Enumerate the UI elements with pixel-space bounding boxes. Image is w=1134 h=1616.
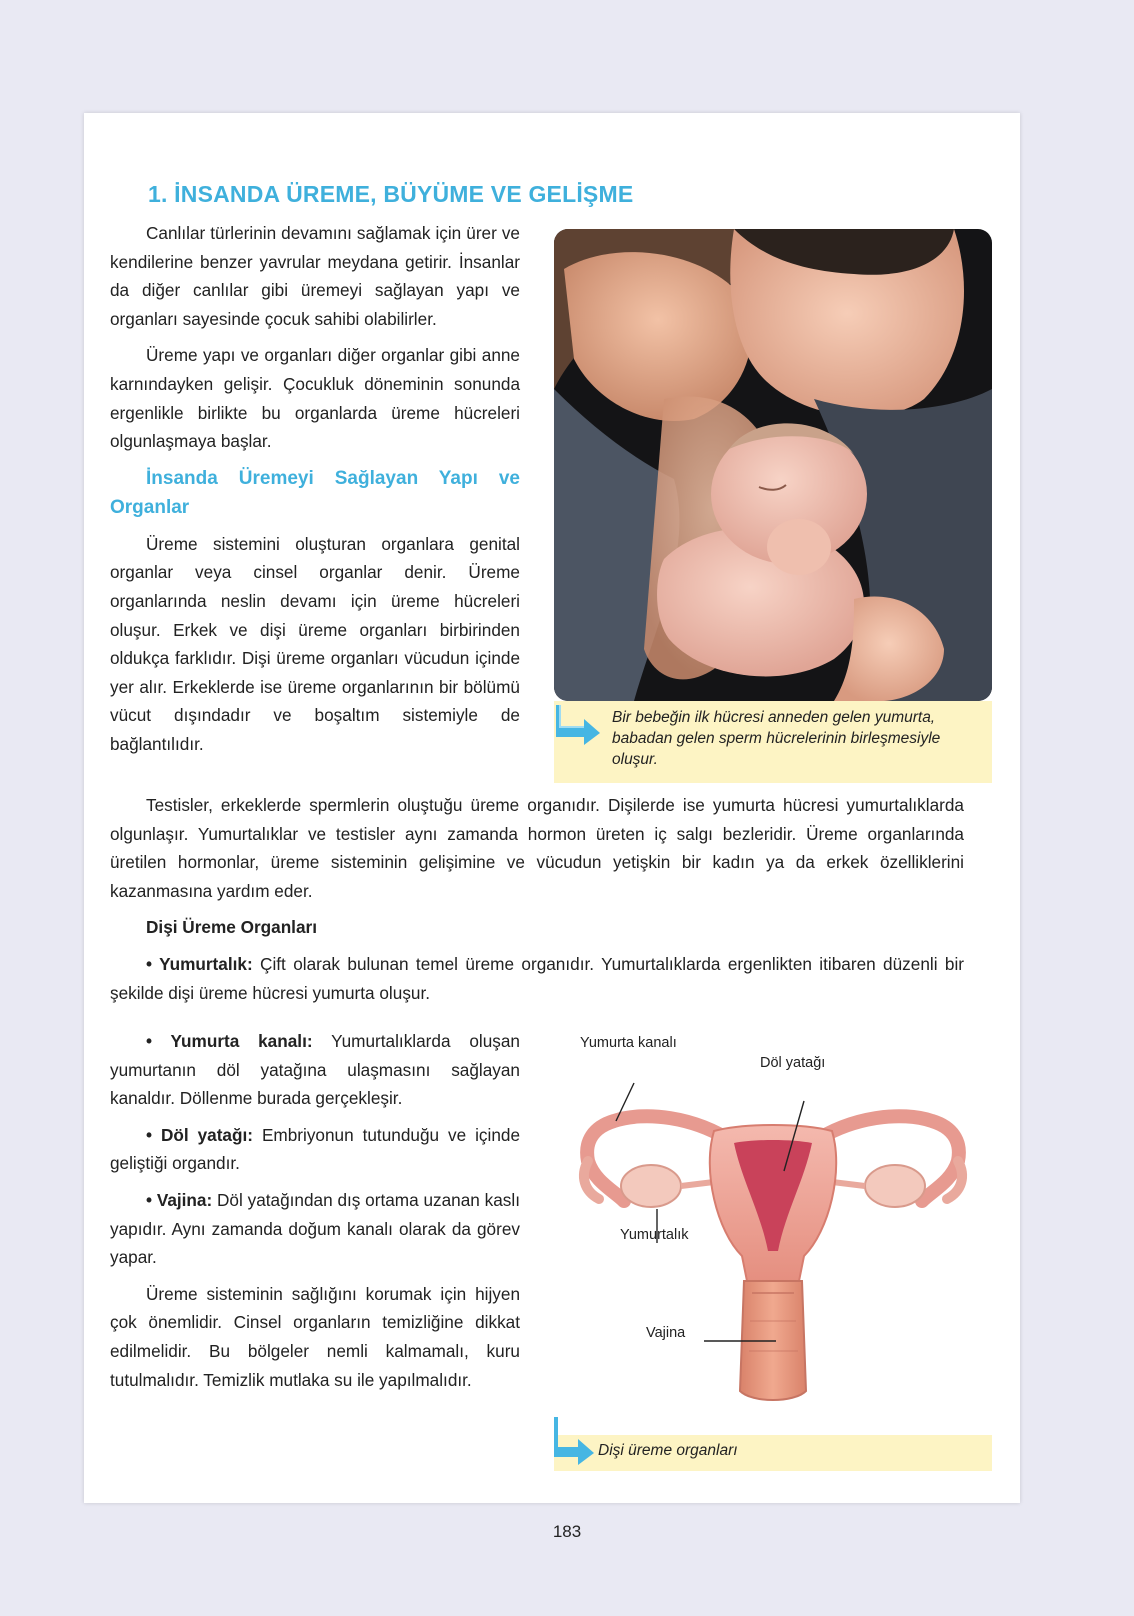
section-heading: İnsanda Üremeyi Sağlayan Yapı ve Organlar — [110, 467, 520, 518]
vagina-paragraph — [110, 1186, 520, 1272]
ovary-paragraph — [110, 950, 964, 1007]
vagina-text: Döl yatağından dış ortama uzanan kaslı yapıdır. Aynı zamanda doğum kanalı olarak da görev yapar. — [110, 1189, 520, 1268]
label-uterus: Döl yatağı — [760, 1055, 826, 1071]
uterus-term: • Döl yatağı: — [146, 1124, 253, 1145]
page-number: 183 — [552, 1522, 582, 1541]
caption-arrow-icon — [556, 705, 606, 745]
ovary-text: Çift olarak bulunan temel üreme organıdır. Yumurtalıklarda ergenlikten itibaren düzenli bir şekilde dişi üreme hücresi yumurta oluşur. — [110, 953, 964, 1003]
tube-term: • Yumurta kanalı: — [146, 1031, 313, 1051]
diagram-caption-box — [554, 1435, 992, 1471]
section-paragraph-1: Üreme sistemini oluşturan organlara genital organlar veya cinsel organlar denir. Üreme organlarında neslin devamı için üreme hücreleri oluşur. Erkek ve dişi üreme organları birbirinden oldukça farklıdır. Dişi üreme organları vücudun içinde yer alır. Erkeklerde ise üreme organlarının bir bölümü vücut dışındadır ve boşaltım sistemiyle de bağlantılıdır. — [110, 533, 520, 754]
photo-caption-box — [554, 701, 992, 783]
vagina-term: • Vajina: — [146, 1189, 213, 1210]
section-paragraph-2: Testisler, erkeklerde spermlerin oluştuğu üreme organıdır. Dişilerde ise yumurta hücresi yumurtalıklarda olgunlaşır. Yumurtalıklar ve testisler aynı zamanda hormon üreten iç salgı bezleridir. Üreme organlarında üretilen hormonlar, üreme sisteminin gelişimine ve vücudun yetişkin bir kadın ya da erkek özelliklerini kazanmasına yardım eder. — [110, 795, 964, 901]
family-photo — [554, 229, 992, 701]
ovary-term: • Yumurtalık: — [146, 953, 253, 974]
uterus-paragraph — [110, 1121, 520, 1178]
intro-paragraph-2: Üreme yapı ve organları diğer organlar gibi anne karnındayken gelişir. Çocukluk döneminin sonunda ergenlikle birlikte bu organlarda üreme hücreleri olgunlaşmaya başlar. — [110, 345, 520, 452]
intro-column — [110, 219, 520, 759]
intro-paragraph-1: Canlılar türlerinin devamını sağlamak için ürer ve kendilerine benzer yavrular meydana getirir. İnsanlar da diğer canlılar gibi üremeyi sağlayan yapı ve organları sayesinde çocuk sahibi olabilirler. — [110, 223, 520, 329]
label-vagina: Vajina — [646, 1325, 686, 1341]
female-reproductive-diagram — [554, 1031, 992, 1451]
tube-text: Yumurtalıklarda oluşan yumurtanın döl yatağına ulaşmasını sağlayan kanaldır. Döllenme burada gerçekleşir. — [110, 1031, 520, 1109]
diagram-caption-arrow-icon — [554, 1417, 598, 1467]
photo-caption: Bir bebeğin ilk hücresi anneden gelen yumurta, babadan gelen sperm hücrelerinin birleşmesiyle oluşur. — [612, 709, 941, 768]
page-title: 1. İNSANDA ÜREME, BÜYÜME VE GELİŞME — [148, 181, 634, 207]
diagram-caption: Dişi üreme organları — [598, 1442, 738, 1459]
full-width-column — [110, 791, 964, 1007]
book-page — [84, 113, 1020, 1503]
female-heading: Dişi Üreme Organları — [146, 917, 317, 938]
uterus-text: Embriyonun tutunduğu ve içinde geliştiği organdır. — [110, 1124, 521, 1174]
label-ovary: Yumurtalık — [620, 1227, 689, 1243]
label-fallopian-tube: Yumurta kanalı — [580, 1035, 677, 1051]
hygiene-paragraph: Üreme sisteminin sağlığını korumak için hijyen çok önemlidir. Cinsel organların temizliğine dikkat edilmelidir. Bu bölgeler nemli kalmamalı, kuru tutulmalıdır. Temizlik mutlaka su ile yapılmalıdır. — [110, 1283, 520, 1390]
family-photo-illustration — [554, 229, 992, 701]
organs-column — [110, 1027, 520, 1394]
tube-paragraph — [110, 1027, 520, 1113]
